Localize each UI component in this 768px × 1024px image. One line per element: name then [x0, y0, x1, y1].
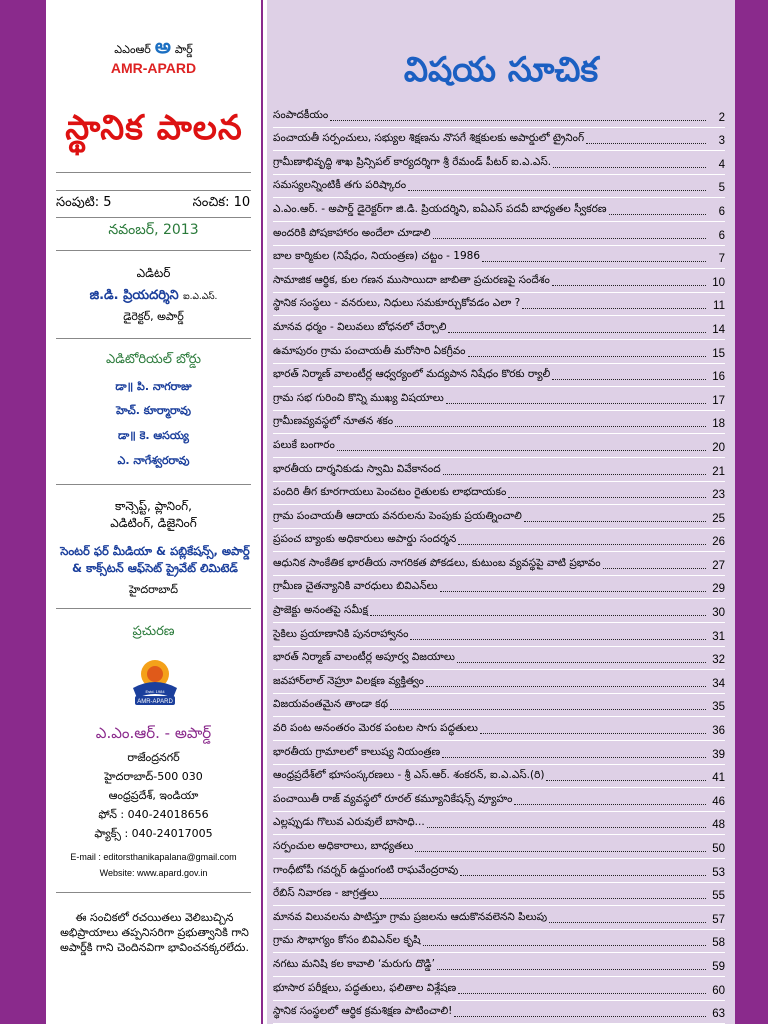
toc-entry-page: 29: [712, 583, 725, 596]
divider: [56, 608, 251, 609]
toc-entry-page: 23: [712, 489, 725, 502]
issue-info: [56, 190, 251, 218]
toc-entry[interactable]: [273, 175, 725, 199]
toc-entry-page: 34: [712, 677, 725, 690]
toc-entry[interactable]: [273, 835, 725, 859]
toc-entry-page: 11: [713, 300, 725, 313]
logo-suffix-text: పార్డ్: [174, 43, 193, 56]
toc-entry[interactable]: [273, 128, 725, 152]
toc-entry-title: జవహార్‌లాల్ నెహ్రూ విలక్షణ వ్యక్తిత్వం: [273, 674, 424, 687]
dot-leader: [508, 497, 706, 498]
toc-entry-title: మానవ విలువలను పాటిస్తూ గ్రామ ప్రజలను ఆదుకొనవలెనని పిలుపు: [273, 910, 548, 923]
toc-entry-title: పలుకే బంగారం: [273, 438, 335, 451]
toc-entry-page: 15: [712, 347, 725, 360]
toc-entry[interactable]: [273, 883, 725, 907]
toc-entry[interactable]: [273, 552, 725, 576]
dot-leader: [549, 922, 706, 923]
apard-logo: [46, 34, 261, 63]
toc-entry-title: భారత్ నిర్మాణ్ వాలంటీర్ల ఆధ్వర్యంలో మద్యపాన నిషేధం కొరకు ర్యాలీ: [273, 368, 551, 381]
toc-entry-title: పందిరి తీగ కూరగాయలు పెంచటం రైతులకు లాభదాయకం: [273, 486, 507, 499]
concept-line: ఎడిటింగ్, డిజైనింగ్: [110, 516, 197, 530]
seal-text: AMR-APARD: [137, 699, 173, 705]
dot-leader: [408, 190, 706, 191]
toc-entry-title: స్థానిక సంస్థలు - వనరులు, నిధులు సమకూర్చుకోవడం ఎలా ?: [273, 297, 521, 310]
toc-entry-page: 60: [712, 984, 725, 997]
dot-leader: [390, 709, 706, 710]
dot-leader: [522, 308, 706, 309]
dot-leader: [458, 544, 706, 545]
toc-entry-page: 58: [712, 937, 725, 950]
toc-entry-page: 4: [718, 158, 725, 171]
dot-leader: [524, 521, 706, 522]
apard-seal-icon: [125, 652, 185, 708]
toc-entry[interactable]: [273, 930, 725, 954]
toc-entry-page: 55: [712, 890, 725, 903]
toc-entry-title: ప్రాజెక్టు అనంతపై సమీక్ష: [273, 604, 368, 617]
toc-entry[interactable]: [273, 977, 725, 1001]
fax-line: ఫ్యాక్స్ : 040-24017005: [94, 827, 213, 840]
dot-leader: [415, 851, 706, 852]
toc-entry-title: వరి పంట అనంతరం మెరక పంటల సాగు పద్ధతులు: [273, 722, 478, 735]
magazine-title-text: స్థానిక పాలన: [65, 108, 243, 148]
dot-leader: [423, 945, 706, 946]
toc-entry-page: 21: [712, 465, 725, 478]
toc-entry[interactable]: [273, 222, 725, 246]
dot-leader: [546, 780, 706, 781]
toc-entry-title: గాంధీటోపీ గవర్నర్ ఉద్దుంగంటి రాఘవేంద్రరావు: [273, 863, 459, 876]
toc-entry-title: భారతీయ దార్శనికుడు స్వామి వివేకానంద: [273, 462, 441, 475]
toc-entry[interactable]: [273, 269, 725, 293]
divider: [56, 338, 251, 339]
center-line: సెంటర్ ఫర్ మీడియా & పబ్లికేషన్స్, అపార్డ్: [60, 544, 250, 558]
center-line: & కాక్స్‌టన్ ఆఫ్‌సెట్ ప్రైవేట్ లిమిటెడ్: [72, 561, 238, 575]
toc-entry-title: నగటు మనిషి కల కావాలి ‘మరుగు దొడ్డి’: [273, 957, 435, 970]
table-of-contents: [267, 0, 735, 1024]
dot-leader: [437, 969, 706, 970]
website-line: Website: www.apard.gov.in: [99, 868, 208, 878]
address-line: ఆంధ్రప్రదేశ్, ఇండియా: [108, 789, 199, 802]
toc-entry[interactable]: [273, 694, 725, 718]
dot-leader: [603, 568, 706, 569]
concept-line: కాన్సెప్ట్, ప్లానింగ్,: [115, 499, 192, 513]
toc-entry-title: సైకిలు ప్రయాణానికి పునరాహ్వానం: [273, 627, 409, 640]
address-line: హైదరాబాద్-500 030: [104, 770, 203, 783]
toc-entry-title: గ్రామ సౌభాగ్యం కోసం బివిఎన్‌ల కృషి: [273, 934, 421, 947]
toc-entry-title: ఎల్లప్పుడు గొలువ ఎరువులే బాసాధి...: [273, 816, 425, 829]
dot-leader: [514, 804, 706, 805]
dot-leader: [337, 450, 706, 451]
toc-title: విషయ సూచిక: [403, 50, 599, 90]
dot-leader: [395, 426, 706, 427]
toc-entry-page: 2: [718, 111, 725, 124]
dot-leader: [586, 143, 706, 144]
disclaimer: ఈ సంచికలో రచయితలు వెలిబుచ్చిన అభిప్రాయాలు తప్పనిసరిగా ప్రభుత్వానికి గాని అపార్డ్‌కి గాని చెందినవిగా భావించనక్కరలేదు.: [60, 911, 249, 954]
toc-entry[interactable]: [273, 482, 725, 506]
concept-credits: [46, 498, 261, 532]
toc-entry-title: గ్రామీణాభివృద్ధి శాఖ ప్రిన్సిపల్ కార్యదర్శిగా శ్రీ రేమండ్ పీటర్ ఐ.ఎ.ఎస్.: [273, 155, 552, 168]
toc-entry-page: 16: [712, 371, 725, 384]
toc-entry[interactable]: [273, 505, 725, 529]
organisation-name: ఎ.ఎం.ఆర్. - అపార్డ్: [95, 724, 212, 742]
toc-entry-title: భారతీయ గ్రామాలలో కాలుష్య నియంత్రణ: [273, 745, 441, 758]
dot-leader: [552, 379, 706, 380]
toc-entry-title: గ్రామ పంచాయతీ ఆదాయ వనరులను పెంపుకు ప్రయత్నించాలి: [273, 509, 522, 522]
toc-entry[interactable]: [273, 1001, 725, 1024]
editorial-board-label: ఎడిటోరియల్ బోర్డు: [105, 352, 202, 367]
editor-suffix: ఐ.ఎ.ఎస్.: [183, 292, 218, 302]
toc-entry-title: విజయవంతమైన తాండా కథ: [273, 698, 389, 711]
toc-entry[interactable]: [273, 953, 725, 977]
toc-entry-page: 53: [712, 866, 725, 879]
published-label: ప్రచురణ: [132, 624, 175, 639]
toc-entry-page: 46: [712, 795, 725, 808]
toc-entry-page: 48: [712, 819, 725, 832]
toc-entry-title: గ్రామీణ చైతన్యానికి వారధులు బివిఎన్‌లు: [273, 580, 438, 593]
toc-entry[interactable]: [273, 599, 725, 623]
toc-entry[interactable]: [273, 623, 725, 647]
masthead-panel: [46, 0, 261, 1024]
publisher-center: [50, 543, 260, 577]
toc-entry-title: ఉమాపురం గ్రామ పంచాయతీ మరోసారి ఏకగ్రీవం: [273, 344, 466, 357]
toc-entry[interactable]: [273, 411, 725, 435]
toc-entry[interactable]: [273, 458, 725, 482]
dot-leader: [468, 356, 707, 357]
dot-leader: [433, 238, 706, 239]
divider: [56, 172, 251, 173]
dot-leader: [330, 120, 706, 121]
toc-entry[interactable]: [273, 246, 725, 270]
email-line: E-mail : editorsthanikapalana@gmail.com: [70, 852, 237, 862]
board-member: హెచ్. కూర్మారావు: [116, 404, 191, 417]
editor-name-text: జి.డి. ప్రియదర్శిని: [89, 288, 179, 303]
toc-entry-title: సంపాదకీయం: [273, 108, 329, 121]
divider: [56, 892, 251, 893]
toc-entry[interactable]: [273, 765, 725, 789]
toc-entry[interactable]: [273, 293, 725, 317]
toc-entry-title: ఎ.ఎం.ఆర్. - అపార్డ్ డైరెక్టర్‌గా జి.డి. ప్రియదర్శిని, ఐఏఎస్ పదవీ బాధ్యతల స్వీకరణ: [273, 202, 607, 215]
toc-entry-page: 20: [712, 441, 725, 454]
toc-entry[interactable]: [273, 741, 725, 765]
toc-entry-page: 7: [718, 253, 725, 266]
dot-leader: [446, 403, 706, 404]
toc-entry-page: 27: [712, 559, 725, 572]
toc-entry-title: గ్రామ సభ గురించి కొన్ని ముఖ్య విషయాలు: [273, 391, 444, 404]
toc-entry-page: 26: [712, 536, 725, 549]
toc-entry-title: భారత్ నిర్మాణ్ వాలంటీర్ల అపూర్వ విజయాలు: [273, 651, 455, 664]
toc-entry-title: సామాజిక ఆర్థిక, కుల గణన ముసాయిదా జాబితా ప్రచురణపై సందేశం: [273, 273, 550, 286]
toc-entry-page: 50: [712, 843, 725, 855]
dot-leader: [440, 591, 706, 592]
dot-leader: [482, 261, 706, 262]
toc-entry[interactable]: [273, 104, 725, 128]
dot-leader: [458, 993, 706, 994]
editor-label: ఎడిటర్: [136, 266, 171, 280]
toc-entry[interactable]: [273, 529, 725, 553]
toc-entry-title: అందరికి పోషకాహారం అందేలా చూడాలి: [273, 226, 431, 239]
toc-entry-title: బాల కార్మికుల (నిషేధం, నియంత్రణ) చట్టం - 1986: [273, 250, 481, 263]
dot-leader: [454, 1016, 706, 1017]
toc-entry[interactable]: [273, 647, 725, 671]
toc-entry-title: ఆంధ్రప్రదేశ్‌లో భూసంస్కరణలు - శ్రీ ఎస్.ఆర్. శంకరన్, ఐ.ఎ.ఎస్.(రి): [273, 769, 545, 782]
divider: [56, 484, 251, 485]
toc-entry-title: పంచాయతీ సర్పంచులు, సభ్యుల శిక్షణను నొసగే శిక్షకులకు అపార్డులో ట్రైనింగ్: [273, 132, 585, 145]
toc-entry[interactable]: [273, 316, 725, 340]
editor-role: డైరెక్టర్, అపార్డ్: [123, 310, 184, 323]
board-member: డా॥ కె. ఆసయ్య: [118, 429, 189, 442]
toc-entry[interactable]: [273, 364, 725, 388]
issue-month: నవంబర్, 2013: [108, 222, 199, 238]
toc-entry-page: 59: [712, 960, 725, 973]
logo-telugu-text: ఎఎంఆర్: [114, 43, 151, 56]
toc-entry-page: 57: [712, 913, 725, 926]
toc-entry-page: 39: [712, 748, 725, 761]
toc-entry-title: ఆధునిక సాంకేతిక భారతీయ నాగరికత పోకడలు, కుటుంబ వ్యవస్థపై వాటి ప్రభావం: [273, 556, 601, 569]
address-line: రాజేంద్రనగర్: [127, 751, 180, 764]
toc-entry[interactable]: [273, 788, 725, 812]
toc-entry[interactable]: [273, 717, 725, 741]
address-block: [46, 748, 261, 843]
dot-leader: [448, 332, 706, 333]
publisher-city: హైదరాబాద్: [129, 583, 178, 596]
toc-entry-title: సర్పంచుల అధికారాలు, బాధ్యతలు: [273, 840, 414, 852]
dot-leader: [443, 474, 706, 475]
toc-entry-page: 32: [712, 654, 725, 667]
toc-entry-page: 31: [712, 630, 725, 643]
toc-entry-page: 30: [712, 607, 725, 620]
seal-estd: Estd. 1984: [145, 689, 165, 694]
toc-entry[interactable]: [273, 812, 725, 836]
toc-entry-page: 5: [718, 182, 725, 195]
board-member: డా॥ పి. నాగరాజు: [115, 380, 192, 393]
toc-entry[interactable]: [273, 859, 725, 883]
dot-leader: [553, 167, 706, 168]
logo-english-text: AMR-APARD: [110, 60, 197, 76]
toc-entry-page: 10: [712, 276, 725, 289]
toc-entry-page: 36: [712, 725, 725, 738]
dot-leader: [609, 214, 706, 215]
board-member: ఎ. నాగేశ్వరరావు: [117, 454, 190, 467]
dot-leader: [480, 733, 706, 734]
dot-leader: [370, 615, 706, 616]
dot-leader: [442, 757, 706, 758]
toc-entry-title: గ్రామీణవ్యవస్థలో నూతన శకం: [273, 415, 394, 428]
toc-entry-title: మానవ ధర్మం - విలువలు బోధనలో చేర్చాలి: [273, 320, 447, 333]
issue-label: సంచిక: 10: [192, 195, 251, 210]
toc-entry[interactable]: [273, 198, 725, 222]
dot-leader: [380, 898, 706, 899]
toc-entry-page: 14: [712, 323, 725, 336]
toc-entry-page: 6: [718, 229, 725, 242]
toc-entry[interactable]: [273, 906, 725, 930]
toc-entry[interactable]: [273, 576, 725, 600]
toc-entry-title: ప్రపంచ బ్యాంకు అధికారులు అపార్డు సందర్శన: [273, 533, 457, 546]
dot-leader: [410, 639, 706, 640]
magazine-title: [54, 108, 254, 156]
toc-entry-page: 35: [712, 701, 725, 714]
toc-entry-page: 18: [712, 418, 725, 431]
toc-entry-title: సమస్యలన్నింటికీ తగు పరిష్కారం: [273, 179, 407, 192]
dot-leader: [552, 285, 706, 286]
editor-name: [46, 288, 261, 306]
phone-line: ఫోన్ : 040-24018656: [98, 808, 209, 821]
dot-leader: [457, 662, 706, 663]
toc-entry-page: 17: [712, 394, 725, 407]
toc-entry[interactable]: [273, 387, 725, 411]
toc-entry-page: 25: [712, 512, 725, 525]
toc-entry-page: 6: [718, 205, 725, 218]
toc-entry-title: రేబిస్ నివారణ - జాగ్రత్తలు: [273, 887, 379, 900]
toc-entry-page: 3: [718, 135, 725, 148]
toc-entry[interactable]: [273, 151, 725, 175]
toc-entry-page: 63: [712, 1008, 725, 1021]
divider: [56, 250, 251, 251]
logo-mark: అ: [154, 34, 171, 58]
toc-list: [273, 104, 725, 1024]
dot-leader: [426, 686, 706, 687]
dot-leader: [460, 875, 706, 876]
toc-entry-title: స్థానిక సంస్థలలో ఆర్థిక క్రమశిక్షణ పాటించాలి!: [273, 1005, 453, 1018]
toc-entry-title: పంచాయితీ రాజ్ వ్యవస్థలో రూరల్ కమ్యూనికేషన్స్ వ్యూహం: [273, 792, 513, 805]
toc-entry[interactable]: [273, 670, 725, 694]
toc-entry[interactable]: [273, 340, 725, 364]
volume-label: సంపుటి: 5: [56, 195, 112, 210]
toc-entry-page: 41: [712, 772, 725, 785]
toc-entry[interactable]: [273, 434, 725, 458]
toc-entry-title: భూసార పరీక్షలు, పద్ధతులు, ఫలితాల విశ్లేషణ: [273, 981, 457, 994]
dot-leader: [427, 827, 706, 828]
